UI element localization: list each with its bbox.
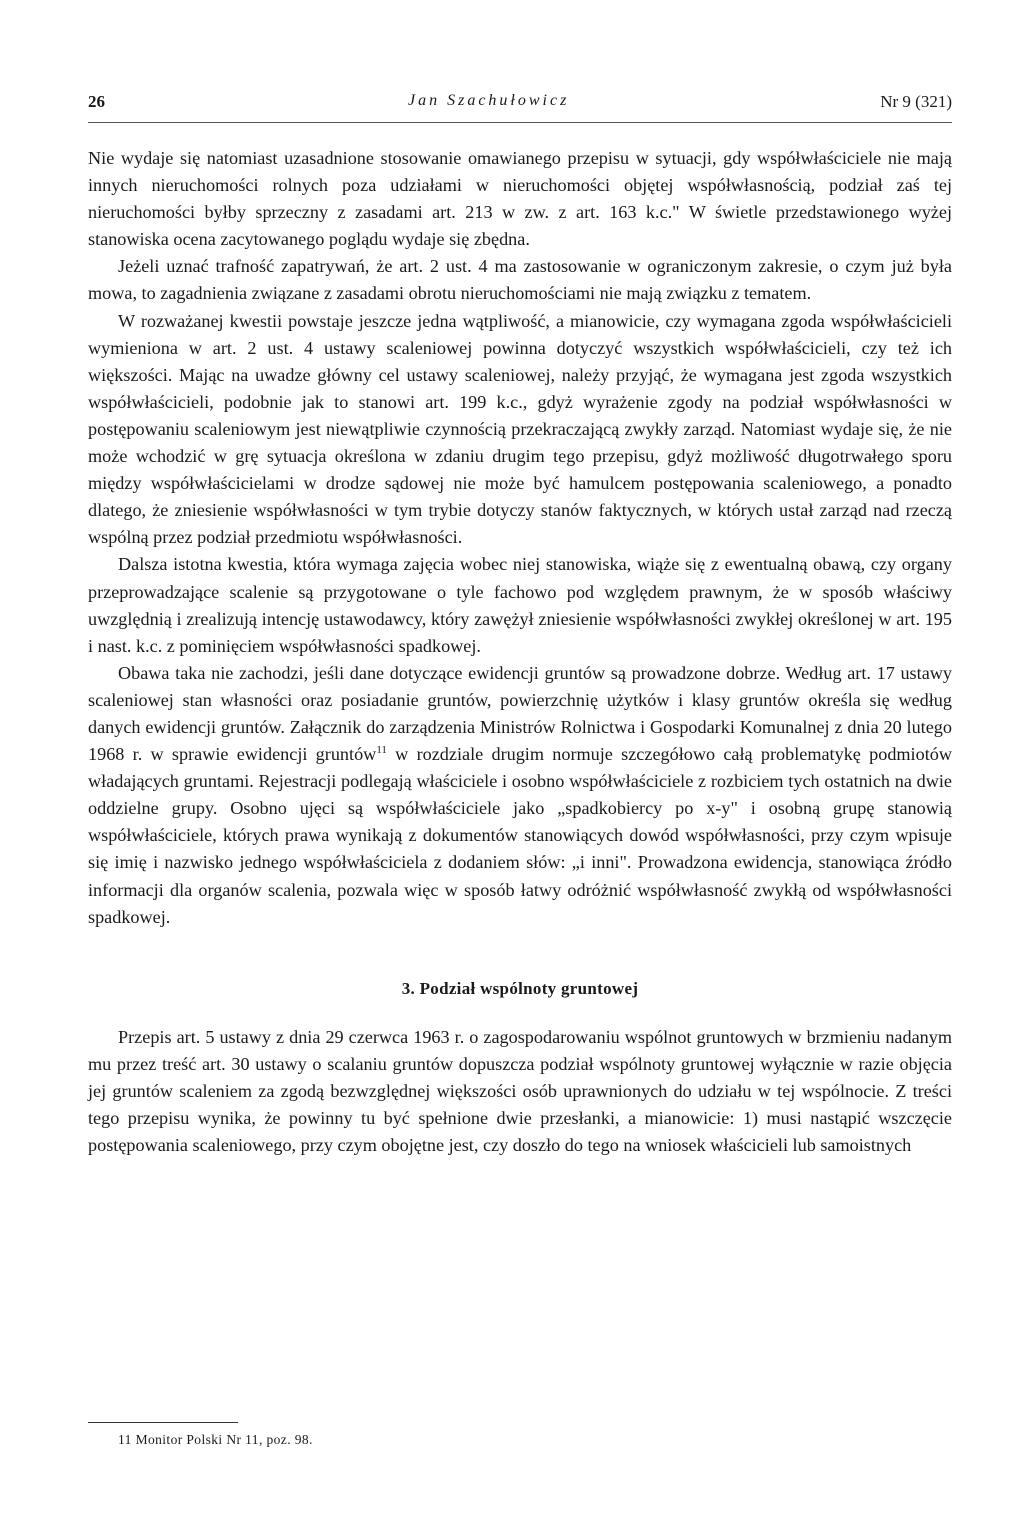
footnote-reference: 11 <box>376 744 387 756</box>
paragraph: Dalsza istotna kwestia, która wymaga zajęcia wobec niej stanowiska, wiąże się z ewentualną obawą, czy organy przeprowadzające scalenie są przygotowane o tyle fachowo pod względem prawnym, że w sposób właściwy uwzględnią i zrealizują intencję ustawodawcy, który zawężył zniesienie współwłasności zwykłej określonej w art. 195 i nast. k.c. z pominięciem współwłasności spadkowej. <box>88 554 952 656</box>
paragraph <box>88 660 952 931</box>
running-header <box>88 92 952 118</box>
header-rule <box>88 122 952 123</box>
paragraph: Nie wydaje się natomiast uzasadnione stosowanie omawianego przepisu w sytuacji, gdy współwłaściciele nie mają innych nieruchomości rolnych poza udziałami w nieruchomości objętej współwłasnością, podział zaś tej nieruchomości byłby sprzeczny z zasadami art. 213 w zw. z art. 163 k.c." W świetle przedstawionego wyżej stanowiska ocena zacytowanego poglądu wydaje się zbędna. <box>88 148 952 250</box>
footnote: 11 Monitor Polski Nr 11, poz. 98. <box>118 1432 313 1447</box>
page-number: 26 <box>88 92 105 111</box>
paragraph-text: w rozdziale drugim normuje szczegółowo całą problematykę podmiotów władających gruntami. Rejestracji podlegają właściciele i osobno współwłaściciele z rozbiciem tych ostatnich na dwie oddzielne grupy. Osobno ujęci są współwłaściciele jako „spadkobiercy po x-y" i osobną grupę stanowią współwłaściciele, których prawa wynikają z dokumentów stanowiących dowód współwłasności, przy czym wpisuje się imię i nazwisko jednego współwłaściciela z dodaniem słów: „i inni". Prowadzona ewidencja, stanowiąca źródło informacji dla organów scalenia, pozwala więc w sposób łatwy odróżnić współwłasność zwykłą od współwłasności spadkowej. <box>88 744 952 927</box>
paragraph: Jeżeli uznać trafność zapatrywań, że art. 2 ust. 4 ma zastosowanie w ograniczonym zakresie, o czym już była mowa, to zagadnienia związane z zasadami obrotu nieruchomościami nie mają związku z tematem. <box>88 256 952 304</box>
paragraph: W rozważanej kwestii powstaje jeszcze jedna wątpliwość, a mianowicie, czy wymagana zgoda współwłaścicieli wymieniona w art. 2 ust. 4 ustawy scaleniowej powinna dotyczyć wszystkich współwłaścicieli, czy też ich większości. Mając na uwadze główny cel ustawy scaleniowej, należy przyjąć, że wymagana jest zgoda wszystkich współwłaścicieli, podobnie jak to stanowi art. 199 k.c., gdyż wyrażenie zgody na podział współwłasności w postępowaniu scaleniowym jest niewątpliwie czynnością przekraczającą zwykły zarząd. Natomiast wydaje się, że nie może wchodzić w grę sytuacja określona w zdaniu drugim tego przepisu, gdyż możliwość długotrwałego sporu między współwłaścicielami w drodze sądowej nie może być hamulcem postępowania scaleniowego, a ponadto dlatego, że zniesienie współwłasności w tym trybie dotyczy stanów faktycznych, w których ustał zarząd nad rzeczą wspólną przez podział przedmiotu współwłasności. <box>88 310 952 548</box>
paragraph: Przepis art. 5 ustawy z dnia 29 czerwca 1963 r. o zagospodarowaniu wspólnot gruntowych w brzmieniu nadanym mu przez treść art. 30 ustawy o scalaniu gruntów dopuszcza podział wspólnoty gruntowej wyłącznie w razie objęcia jej gruntów scaleniem za zgodą bezwzględnej większości osób uprawnionych do udziału w tej wspólnocie. Z treści tego przepisu wynika, że powinny tu być spełnione dwie przesłanki, a mianowicie: 1) musi nastąpić wszczęcie postępowania scaleniowego, przy czym obojętne jest, czy doszło do tego na wniosek właścicieli lub samoistnych <box>88 1026 952 1156</box>
footnote-separator <box>88 1422 238 1423</box>
section-heading: 3. Podział wspólnoty gruntowej <box>401 978 639 998</box>
issue-number: Nr 9 (321) <box>880 92 952 111</box>
article-body <box>88 145 952 1159</box>
document-page <box>88 92 952 1159</box>
running-author: Jan Szachułowicz <box>408 92 570 109</box>
paragraph-text: Obawa taka nie zachodzi, jeśli dane dotyczące ewidencji gruntów są prowadzone dobrze. Według art. 17 ustawy scaleniowej stan własności oraz posiadanie gruntów, powierzchnię użytków i klasy gruntów określa się według danych ewidencji gruntów. Załącznik do zarządzenia Ministrów Rolnictwa i Gospodarki Komunalnej z dnia 20 lutego 1968 r. w sprawie ewidencji gruntów <box>88 662 952 765</box>
